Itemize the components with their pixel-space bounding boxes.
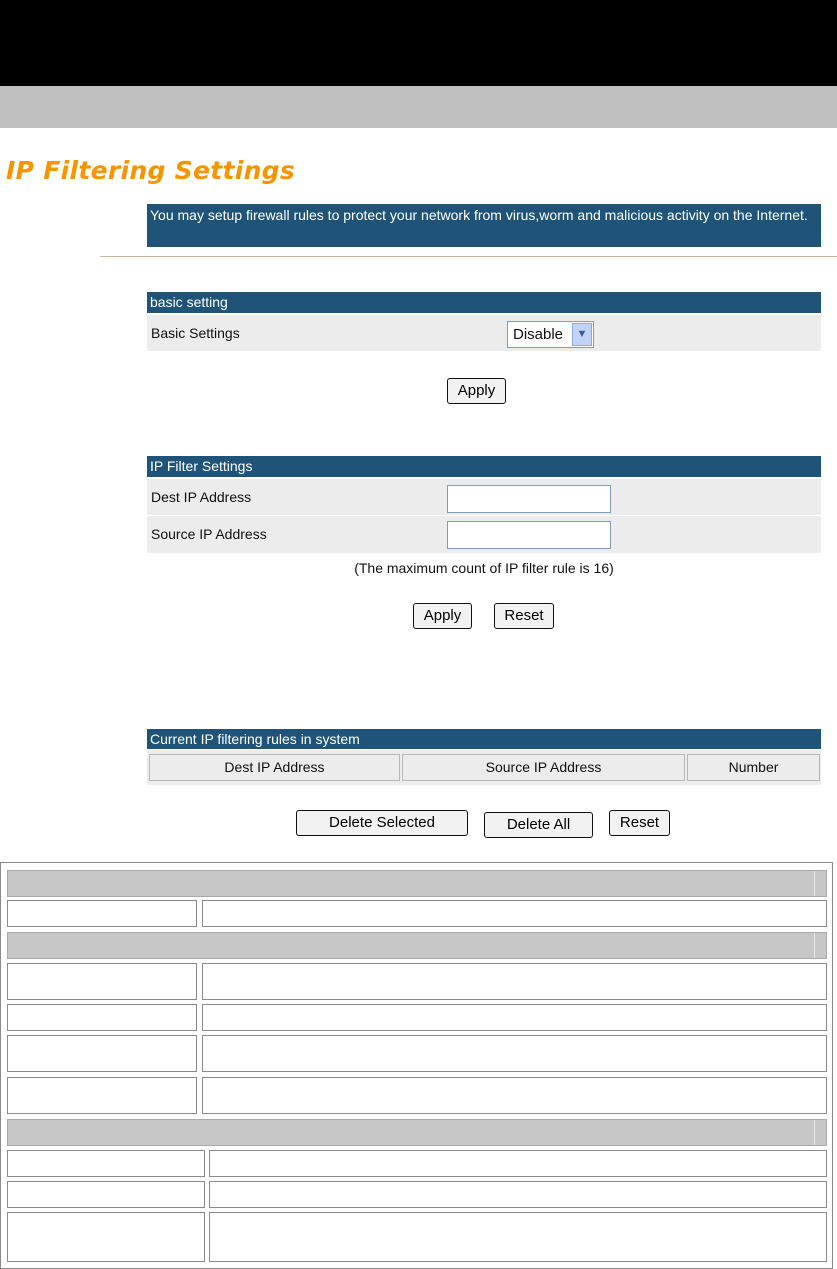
- basic-settings-label: Basic Settings: [151, 325, 240, 341]
- table-cell: [209, 1212, 827, 1262]
- table-cell: [7, 1035, 197, 1072]
- rules-reset-button[interactable]: Reset: [609, 810, 670, 836]
- table-section-header: [7, 870, 827, 897]
- dest-ip-label: Dest IP Address: [151, 489, 252, 505]
- col-dest-ip: Dest IP Address: [149, 754, 400, 781]
- table-cell: [7, 1181, 205, 1208]
- table-cell: [202, 1035, 827, 1072]
- basic-settings-select[interactable]: [507, 321, 594, 348]
- page-title: IP Filtering Settings: [6, 156, 296, 185]
- table-cell: [209, 1181, 827, 1208]
- delete-selected-button[interactable]: Delete Selected: [296, 810, 468, 836]
- basic-apply-button[interactable]: Apply: [447, 378, 506, 404]
- table-section-header: [7, 1119, 827, 1146]
- filter-reset-button[interactable]: Reset: [494, 603, 554, 629]
- table-cell: [209, 1150, 827, 1177]
- intro-text: You may setup firewall rules to protect your network from virus,worm and malicious activity on the Internet.: [147, 204, 821, 247]
- basic-settings-row: [147, 315, 821, 351]
- source-ip-input[interactable]: [447, 521, 611, 549]
- table-cell: [202, 1004, 827, 1031]
- max-rule-note: (The maximum count of IP filter rule is 16): [354, 560, 614, 576]
- table-cell: [7, 900, 197, 927]
- table-cell: [202, 1077, 827, 1114]
- table-cell: [7, 1150, 205, 1177]
- top-banner: [0, 0, 837, 86]
- table-section-header: [7, 932, 827, 959]
- table-cell: [7, 963, 197, 1000]
- ip-filter-settings-header: IP Filter Settings: [147, 456, 821, 477]
- dest-ip-input[interactable]: [447, 485, 611, 513]
- divider: [100, 256, 837, 257]
- current-rules-header: Current IP filtering rules in system: [147, 729, 821, 750]
- chevron-down-icon[interactable]: ▼: [572, 323, 592, 346]
- table-cell: [7, 1077, 197, 1114]
- table-cell: [202, 900, 827, 927]
- col-number: Number: [687, 754, 820, 781]
- table-cell: [202, 963, 827, 1000]
- filter-apply-button[interactable]: Apply: [413, 603, 472, 629]
- delete-all-button[interactable]: Delete All: [484, 812, 593, 838]
- source-ip-label: Source IP Address: [151, 526, 267, 542]
- nav-bar: [0, 86, 837, 128]
- table-cell: [7, 1004, 197, 1031]
- basic-setting-header: basic setting: [147, 292, 821, 313]
- basic-settings-select-value: Disable: [513, 326, 564, 343]
- table-cell: [7, 1212, 205, 1262]
- col-source-ip: Source IP Address: [402, 754, 685, 781]
